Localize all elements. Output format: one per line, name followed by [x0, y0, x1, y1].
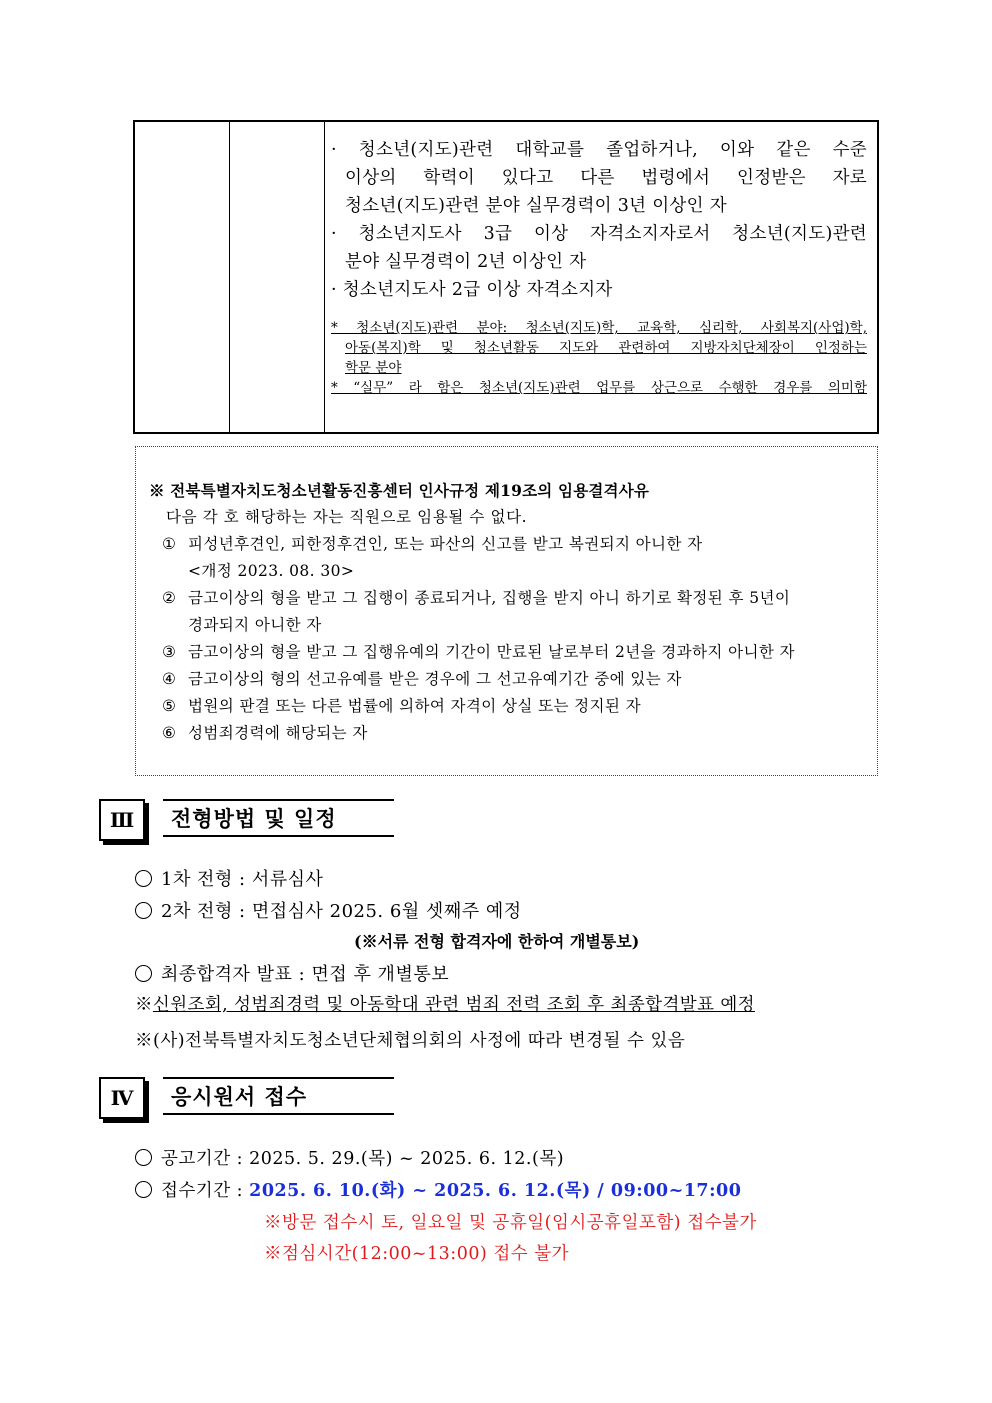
list-item: ③ 금고이상의 형을 받고 그 집행유예의 기간이 만료된 날로부터 2년을 경과하지 아니한 자 [162, 643, 795, 661]
note-line: 아동(복지)학 및 청소년활동 지도와 관련하여 지방자치단체장이 인정하는 [345, 340, 867, 356]
receipt-note-1: ※방문 접수시 토, 일요일 및 공휴일(임시공휴일포함) 접수불가 [264, 1213, 757, 1233]
schedule-item-1: 1차 전형 : 서류심사 [135, 865, 323, 891]
qualification-notes [331, 318, 867, 398]
note-line: 학문 분야 [345, 360, 402, 376]
note-line: * 청소년(지도)관련 분야: 청소년(지도)학, 교육학, 심리학, 사회복지(사업)학, [331, 320, 867, 336]
qualification-table [133, 120, 879, 434]
qualification-cell [331, 136, 867, 398]
circle-bullet-icon [135, 1149, 152, 1166]
list-item-continuation: <개정 2023. 08. 30> [188, 562, 355, 580]
section-number: Ⅳ [99, 1077, 145, 1119]
section-number: Ⅲ [99, 799, 145, 841]
receipt-period-value: 2025. 6. 10.(화) ~ 2025. 6. 12.(목) / 09:00~17:00 [249, 1181, 742, 1201]
notice-period: 공고기간 : 2025. 5. 29.(목) ~ 2025. 6. 12.(목) [135, 1145, 564, 1170]
receipt-period: 접수기간 : 2025. 6. 10.(화) ~ 2025. 6. 12.(목) / 09:00~17:00 [135, 1177, 741, 1202]
schedule-note-1: ※신원조회, 성범죄경력 및 아동학대 관련 범죄 전력 조회 후 최종합격발표 예정 [135, 995, 755, 1015]
schedule-item-2-note: (※서류 전형 합격자에 한하여 개별통보) [354, 932, 640, 951]
disqualification-list [162, 531, 868, 747]
section-title: 응시원서 접수 [163, 1077, 394, 1115]
section-title: 전형방법 및 일정 [163, 799, 394, 837]
table-column-divider [229, 122, 230, 432]
schedule-item-3: 최종합격자 발표 : 면접 후 개별통보 [135, 960, 449, 986]
schedule-note-2: ※(사)전북특별자치도청소년단체협의회의 사정에 따라 변경될 수 있음 [135, 1031, 686, 1051]
disqualification-intro: 다음 각 호 해당하는 자는 직원으로 임용될 수 없다. [166, 508, 528, 526]
circle-bullet-icon [135, 965, 152, 982]
qualification-line: · 청소년지도사 3급 이상 자격소지자로서 청소년(지도)관련 [331, 224, 867, 244]
list-item: ① 피성년후견인, 피한정후견인, 또는 파산의 신고를 받고 복권되지 아니한 자 [162, 535, 703, 553]
list-item-continuation: 경과되지 아니한 자 [188, 616, 322, 634]
qualification-line: · 청소년(지도)관련 대학교를 졸업하거나, 이와 같은 수준 [331, 140, 867, 160]
list-item: ② 금고이상의 형을 받고 그 집행이 종료되거나, 집행을 받지 아니 하기로 확정된 후 5년이 [162, 589, 791, 607]
circle-bullet-icon [135, 870, 152, 887]
circle-bullet-icon [135, 902, 152, 919]
list-item: ⑤ 법원의 판결 또는 다른 법률에 의하여 자격이 상실 또는 정지된 자 [162, 697, 641, 715]
circle-bullet-icon [135, 1181, 152, 1198]
receipt-note-2: ※점심시간(12:00~13:00) 접수 불가 [264, 1244, 570, 1264]
qualification-line: · 청소년지도사 2급 이상 자격소지자 [331, 280, 613, 300]
schedule-item-2: 2차 전형 : 면접심사 2025. 6월 셋째주 예정 [135, 897, 522, 923]
note-line: * “실무” 라 함은 청소년(지도)관련 업무를 상근으로 수행한 경우를 의미함 [331, 380, 867, 396]
disqualification-box [135, 446, 878, 776]
table-column-divider [324, 122, 325, 432]
list-item: ④ 금고이상의 형의 선고유예를 받은 경우에 그 선고유예기간 중에 있는 자 [162, 670, 682, 688]
qualification-line: 청소년(지도)관련 분야 실무경력이 3년 이상인 자 [345, 196, 727, 216]
qualification-line: 분야 실무경력이 2년 이상인 자 [345, 252, 587, 272]
list-item: ⑥ 성범죄경력에 해당되는 자 [162, 724, 368, 742]
disqualification-title: ※ 전북특별자치도청소년활동진흥센터 인사규정 제19조의 임용결격사유 [149, 481, 650, 500]
qualification-line: 이상의 학력이 있다고 다른 법령에서 인정받은 자로 [345, 168, 867, 188]
